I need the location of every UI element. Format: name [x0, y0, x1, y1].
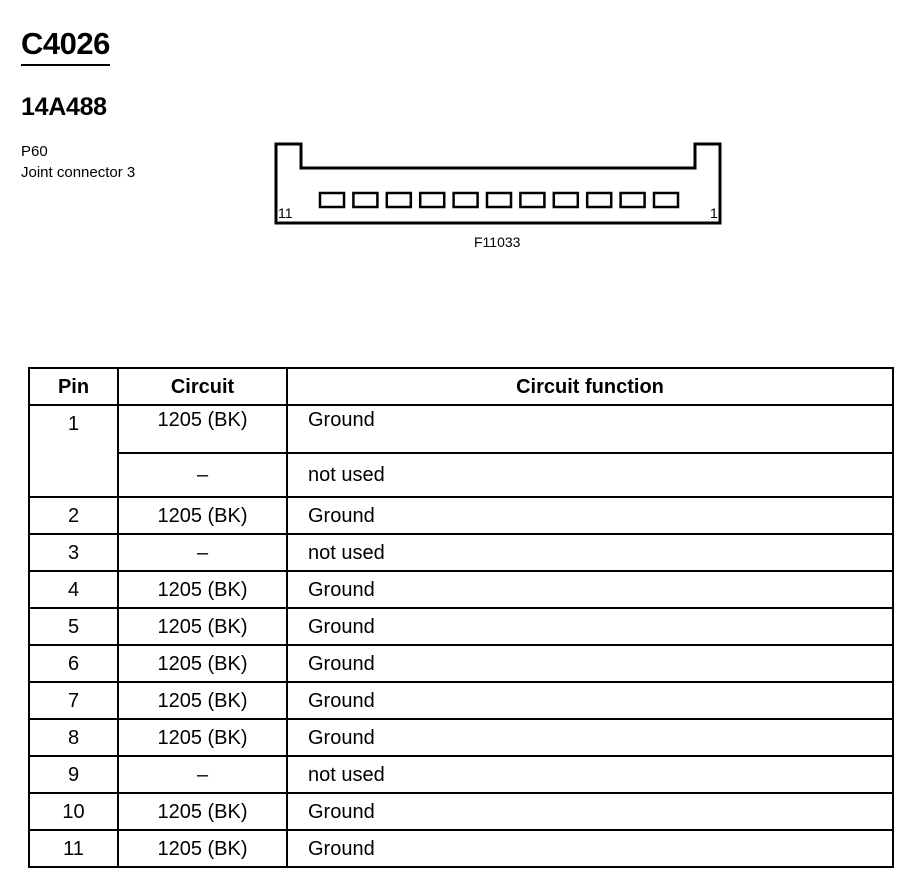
function-cell: not used: [287, 756, 893, 793]
pin-cell: 6: [29, 645, 118, 682]
header-circuit: Circuit: [118, 368, 287, 405]
table-row: [29, 645, 893, 682]
cavity-10: [353, 193, 377, 207]
table-row: [29, 682, 893, 719]
cavity-9: [387, 193, 411, 207]
table-row: [29, 608, 893, 645]
table-row: [29, 453, 893, 497]
function-cell: not used: [287, 534, 893, 571]
circuit-cell: 1205 (BK): [118, 645, 287, 682]
pin-cell: 5: [29, 608, 118, 645]
circuit-cell: 1205 (BK): [118, 571, 287, 608]
pin-cell: 8: [29, 719, 118, 756]
cavity-7: [454, 193, 478, 207]
circuit-cell: 1205 (BK): [118, 830, 287, 867]
table-row: [29, 793, 893, 830]
circuit-cell: 1205 (BK): [118, 497, 287, 534]
circuit-cell: 1205 (BK): [118, 682, 287, 719]
circuit-cell: 1205 (BK): [118, 793, 287, 830]
figure-id: F11033: [474, 234, 521, 250]
header-pin: Pin: [29, 368, 118, 405]
circuit-cell: 1205 (BK): [118, 405, 287, 453]
function-cell: Ground: [287, 830, 893, 867]
location-code: P60: [21, 143, 48, 160]
function-cell: Ground: [287, 793, 893, 830]
circuit-cell: 1205 (BK): [118, 608, 287, 645]
connector-housing-outline: [276, 144, 720, 223]
connector-face-diagram: [0, 0, 914, 300]
function-cell: Ground: [287, 645, 893, 682]
function-cell: Ground: [287, 608, 893, 645]
table-row: [29, 756, 893, 793]
connector-cavities: [320, 193, 678, 207]
pin-cell: 7: [29, 682, 118, 719]
cavity-5: [520, 193, 544, 207]
function-cell: Ground: [287, 497, 893, 534]
circuit-cell: –: [118, 534, 287, 571]
pin-label-left: 11: [278, 205, 293, 221]
pin-cell: 1: [29, 405, 118, 497]
cavity-1: [654, 193, 678, 207]
pin-table: [28, 367, 894, 868]
cavity-11: [320, 193, 344, 207]
table-row: [29, 405, 893, 453]
table-row: [29, 534, 893, 571]
function-cell: Ground: [287, 405, 893, 453]
header-function: Circuit function: [287, 368, 893, 405]
function-cell: not used: [287, 453, 893, 497]
pin-cell: 3: [29, 534, 118, 571]
pin-cell: 10: [29, 793, 118, 830]
pin-cell: 9: [29, 756, 118, 793]
pin-cell: 11: [29, 830, 118, 867]
table-row: [29, 830, 893, 867]
pin-cell: 2: [29, 497, 118, 534]
pin-cell: 4: [29, 571, 118, 608]
cavity-8: [420, 193, 444, 207]
circuit-cell: 1205 (BK): [118, 719, 287, 756]
part-number: 14A488: [21, 93, 107, 121]
circuit-cell: –: [118, 453, 287, 497]
connector-title: C4026: [21, 26, 110, 66]
cavity-4: [554, 193, 578, 207]
function-cell: Ground: [287, 571, 893, 608]
cavity-3: [587, 193, 611, 207]
circuit-cell: –: [118, 756, 287, 793]
table-header-row: [29, 368, 893, 405]
table-row: [29, 571, 893, 608]
table-row: [29, 497, 893, 534]
table-row: [29, 719, 893, 756]
cavity-6: [487, 193, 511, 207]
pin-label-right: 1: [710, 205, 718, 221]
function-cell: Ground: [287, 682, 893, 719]
location-description: Joint connector 3: [21, 164, 136, 181]
function-cell: Ground: [287, 719, 893, 756]
cavity-2: [621, 193, 645, 207]
